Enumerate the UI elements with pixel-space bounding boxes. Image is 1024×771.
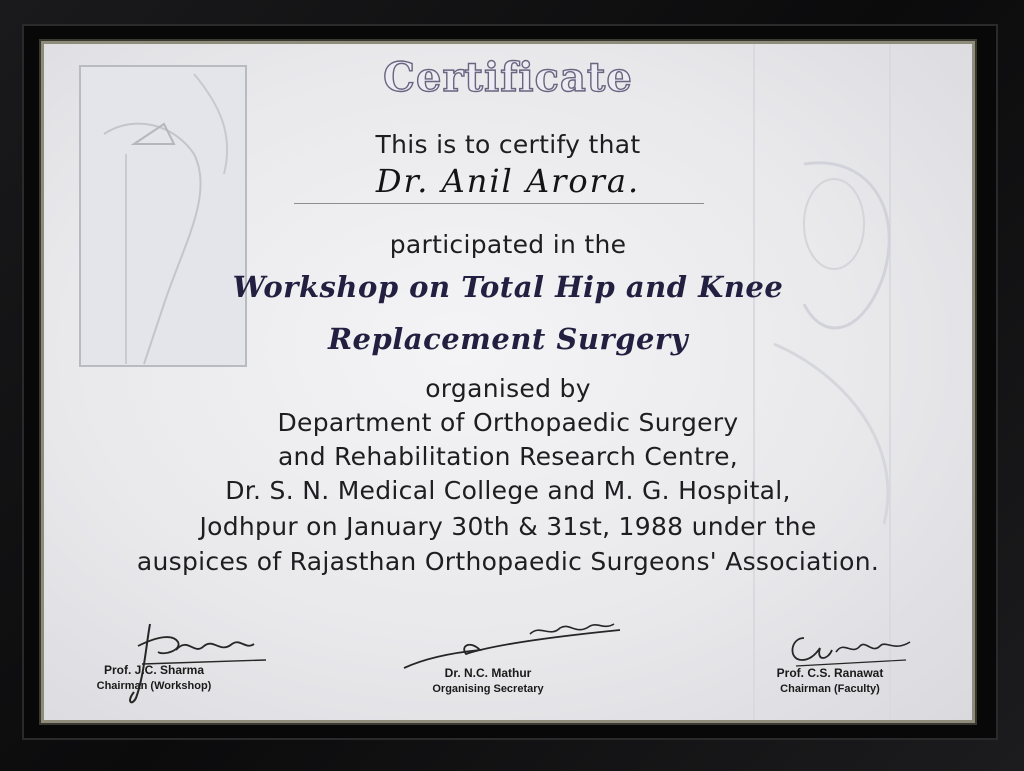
name-underline — [294, 203, 704, 204]
signatory-1-name: Prof. J.C. Sharma — [103, 663, 205, 677]
recipient-name: Dr. Anil Arora. — [375, 162, 641, 200]
workshop-title-line2: Replacement Surgery — [327, 322, 689, 356]
signatory-2-name: Dr. N.C. Mathur — [444, 666, 532, 680]
organiser-line-2: and Rehabilitation Research Centre, — [277, 442, 739, 471]
organiser-line-4: Jodhpur on January 30th & 31st, 1988 under the — [199, 512, 817, 541]
organised-by-text: organised by — [425, 374, 591, 403]
signatory-3-role: Chairman (Faculty) — [780, 683, 880, 695]
signatory-3 — [730, 666, 930, 695]
participated-text: participated in the — [389, 230, 627, 259]
signatory-3-name: Prof. C.S. Ranawat — [776, 666, 884, 680]
organiser-line-3: Dr. S. N. Medical College and M. G. Hospital, — [225, 476, 791, 505]
organiser-line-5: auspices of Rajasthan Orthopaedic Surgeons' Association. — [136, 547, 880, 576]
intro-text: This is to certify that — [375, 130, 641, 159]
workshop-title-line1: Workshop on Total Hip and Knee — [232, 270, 784, 304]
signatory-2 — [388, 666, 588, 695]
certificate-title: Certificate — [383, 54, 633, 101]
signatory-1 — [54, 663, 254, 692]
signatory-2-role: Organising Secretary — [432, 683, 544, 695]
certificate-paper — [44, 44, 972, 720]
signatory-1-role: Chairman (Workshop) — [96, 680, 212, 692]
signature-sharma — [128, 606, 278, 716]
organiser-line-1: Department of Orthopaedic Surgery — [277, 408, 739, 437]
